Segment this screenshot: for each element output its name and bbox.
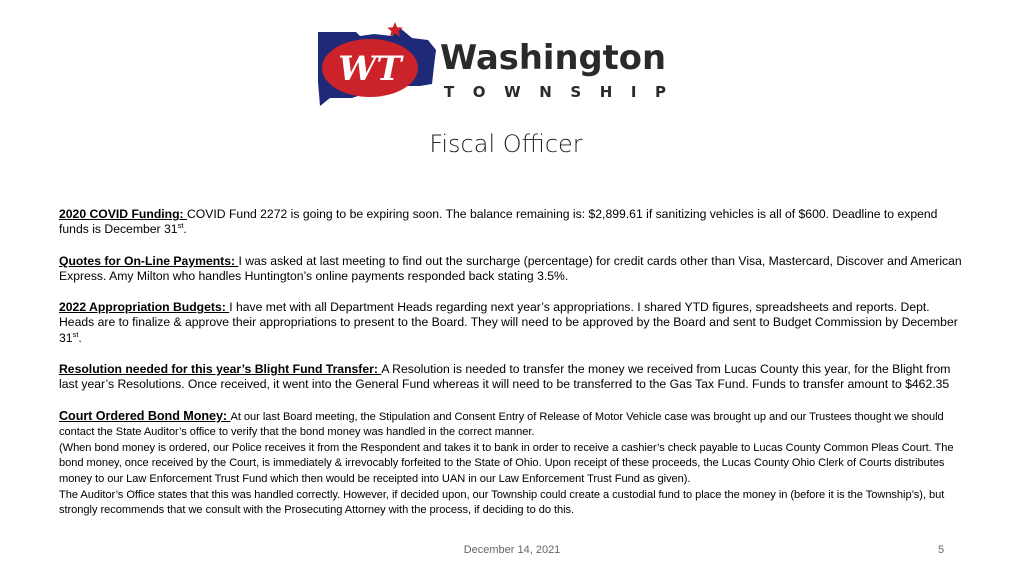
logo-township-text: TOWNSHIP bbox=[444, 83, 666, 101]
paragraph-court-bond bbox=[59, 409, 964, 519]
logo-name-text: Washington bbox=[440, 38, 666, 78]
ordinal-suffix: st bbox=[72, 329, 79, 339]
paragraph-covid-funding bbox=[59, 207, 964, 238]
footer-date: December 14, 2021 bbox=[463, 544, 561, 556]
page-title: Fiscal Officer bbox=[429, 130, 583, 158]
paragraph-text: At our last Board meeting, the Stipulation and Consent Entry of Release of Motor Vehicle case was brought up and our Trustees thought we should contact the State Auditor’s office to verify that the bond money was handled in the correct manner. bbox=[59, 410, 944, 439]
paragraph-online-payments bbox=[59, 254, 964, 285]
paragraph-heading: 2020 COVID Funding: bbox=[59, 207, 187, 221]
township-logo bbox=[316, 22, 672, 108]
logo-emblem-text: WT bbox=[338, 49, 402, 89]
paragraph-tail: . bbox=[183, 222, 187, 237]
court-line-2: (When bond money is ordered, our Police receives it from the Respondent and takes it to bank in order to receive a cashier’s check payable to Lucas County Common Pleas Court. The bond money, once received by the Court, is immediately & irrevocably forfeited to the State of Ohio. Upon receipt of these proceeds, the Lucas County Ohio Clerk of Courts distributes money to our Law Enforcement Trust Fund which then would be receipted into UAN in our Law Enforcement Trust Fund as given). bbox=[59, 441, 954, 486]
paragraph-text: A Resolution is needed to transfer the money we received from Lucas County this year, for the Blight from last year’s Resolutions. Once received, it went into the General Fund whereas it will need to be transferred to the Gas Tax Fund. Funds to transfer amount to $462.35 bbox=[59, 362, 951, 392]
court-line-1 bbox=[59, 409, 964, 441]
paragraph-heading: Quotes for On-Line Payments: bbox=[59, 253, 239, 268]
paragraph-text: COVID Fund 2272 is going to be expiring soon. The balance remaining is: $2,899.61 if sanitizing vehicles is all of $600. Deadline to expend funds is December 31 bbox=[59, 207, 938, 237]
paragraph-tail: . bbox=[78, 330, 82, 345]
paragraph-heading: Court Ordered Bond Money: bbox=[59, 408, 231, 423]
paragraph-text: I was asked at last meeting to find out the surcharge (percentage) for credit cards other than Visa, Mastercard, Discover and American Express. Amy Milton who handles Huntington’s online payments responded back stating 3.5%. bbox=[59, 253, 962, 283]
paragraph-heading: Resolution needed for this year’s Blight Fund Transfer: bbox=[59, 362, 382, 377]
court-line-3: The Auditor’s Office states that this was handled correctly. However, if decided upon, our Township could create a custodial fund to place the money in (before it is the Township’s), but strongly recommends that we consult with the Prosecuting Attorney with the process, if deciding to do this. bbox=[59, 488, 945, 517]
page-number: 5 bbox=[938, 544, 945, 556]
paragraph-heading: 2022 Appropriation Budgets: bbox=[59, 300, 230, 315]
paragraph-appropriation-budgets bbox=[59, 300, 964, 346]
paragraph-blight-fund bbox=[59, 362, 964, 393]
paragraph-text: I have met with all Department Heads regarding next year’s appropriations. I shared YTD figures, spreadsheets and reports. Dept. Heads are to finalize & approve their appropriations to present to the Board. They will need to be approved by the Board and sent to Budget Commission by December 31 bbox=[59, 300, 958, 345]
slide-body bbox=[59, 207, 964, 519]
ordinal-suffix: st bbox=[177, 221, 184, 231]
